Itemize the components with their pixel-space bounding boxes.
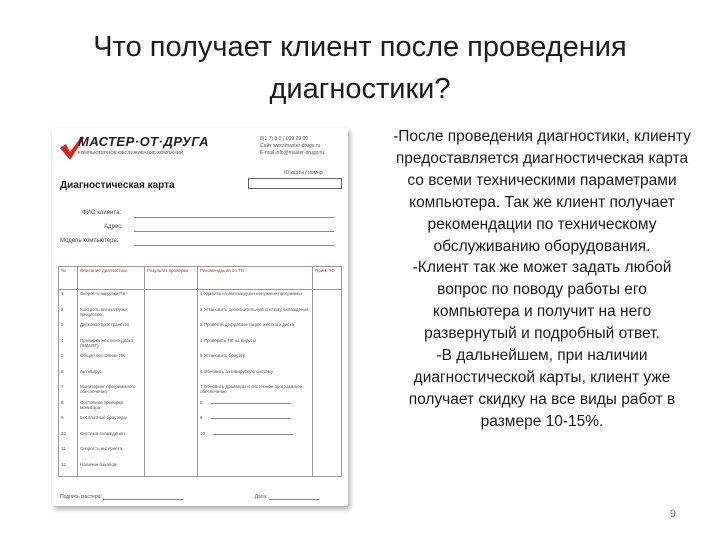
table-header-row [59, 267, 342, 290]
row-recommendation: 6 Обновить антивирусную систему [198, 368, 313, 384]
row-recommendation: 9 [198, 414, 313, 430]
row-number: 5 [59, 352, 78, 368]
row-result [145, 321, 198, 337]
table-row [59, 399, 342, 415]
table-row [59, 383, 342, 399]
field-line [134, 216, 334, 218]
row-note [313, 430, 342, 446]
table-header: Результат проверки [145, 267, 198, 290]
table-row [59, 321, 342, 337]
body-paragraph: -Клиент так же может задать любой вопрос по поводу работы его компьютера и получит на него развернутый и подробный ответ. [412, 259, 672, 343]
row-result [145, 445, 198, 461]
row-note [313, 461, 342, 477]
row-number: 11 [59, 445, 78, 461]
document-footer [60, 494, 342, 500]
row-check: Наличие бэкапов [78, 461, 145, 477]
slide-body [392, 126, 692, 433]
row-number: 4 [59, 337, 78, 353]
fill-line [213, 434, 293, 435]
row-recommendation [198, 445, 313, 461]
row-result [145, 383, 198, 399]
contact-line: Сайт www.master-drugs.ru [260, 143, 321, 149]
table-row [59, 414, 342, 430]
table-header: Описание диагностики [78, 267, 145, 290]
row-result [145, 290, 198, 306]
row-result [145, 461, 198, 477]
row-note [313, 306, 342, 322]
row-number: 12 [59, 461, 78, 477]
row-number: 10 [59, 430, 78, 446]
row-check: Скорость интернета [78, 445, 145, 461]
row-check: Мониторинг программного обеспечения [78, 383, 145, 399]
row-check: Контроль автозагрузки процессов [78, 306, 145, 322]
slide-title-line: Что получает клиент после проведения [93, 31, 627, 63]
row-note [313, 383, 342, 399]
footer-line [269, 499, 319, 500]
table-row [59, 461, 342, 477]
slide-title [0, 26, 720, 110]
table-row [59, 306, 342, 322]
contact-line: E-mail info@master-drugs.ru [260, 150, 324, 156]
row-recommendation: 2 Установить дополнительную систему охлаждения [198, 306, 313, 322]
table-header: № [59, 267, 78, 290]
id-label: ID карты / номер [284, 170, 323, 176]
row-recommendation: 8 [198, 399, 313, 415]
field-model [60, 238, 118, 244]
table-row [59, 368, 342, 384]
row-check: Скорость загрузки ПК [78, 290, 145, 306]
row-number: 2 [59, 306, 78, 322]
page-number: 9 [669, 508, 676, 520]
row-note [313, 321, 342, 337]
contact-block [260, 136, 346, 157]
row-result [145, 306, 198, 322]
table-header: Прим. ТО [313, 267, 342, 290]
table-row [59, 352, 342, 368]
diagnostic-table [58, 266, 342, 477]
row-result [145, 368, 198, 384]
row-check: Дисковое пространство [78, 321, 145, 337]
row-check: Состояние проверки монитора [78, 399, 145, 415]
row-recommendation: 4 Проверить ПК на вирусы [198, 337, 313, 353]
brand-subtitle: КОМПЬЮТЕРНОЕ ОБСЛУЖИВАНИЕ КОМПАНИЙ [78, 150, 184, 155]
field-address [104, 224, 123, 230]
row-result [145, 430, 198, 446]
row-result [145, 352, 198, 368]
card-title: Диагностическая карта [60, 180, 175, 191]
body-paragraph: -После проведения диагностики, клиенту предоставляется диагностическая карта со всеми техническими параметрами компьютера. Так же клиент получает рекомендации по техническому обслуживанию оборудования. [393, 128, 691, 255]
row-result [145, 337, 198, 353]
row-check: Антивирус [78, 368, 145, 384]
table-row [59, 430, 342, 446]
table-row [59, 445, 342, 461]
row-number: 7 [59, 383, 78, 399]
row-note [313, 399, 342, 415]
field-line [134, 230, 334, 232]
table-header: Рекомендации по ТО [198, 267, 313, 290]
footer-sign-label: Подпись мастера: [60, 494, 102, 500]
field-label: ФИО клиента: [82, 210, 122, 216]
row-check: Общее состояние ПК [78, 352, 145, 368]
field-label: Адрес: [104, 224, 123, 230]
row-result [145, 399, 198, 415]
footer-date-label: Дата: [254, 494, 268, 500]
fill-line [211, 403, 291, 404]
row-recommendation [198, 461, 313, 477]
footer-line [103, 499, 183, 500]
row-note [313, 368, 342, 384]
row-note [313, 290, 342, 306]
row-note [313, 445, 342, 461]
row-note [313, 414, 342, 430]
row-number: 6 [59, 368, 78, 384]
row-check: Система охлаждения [78, 430, 145, 446]
table-row [59, 290, 342, 306]
row-number: 9 [59, 414, 78, 430]
diagnostic-card-image [52, 128, 348, 506]
row-recommendation: 5 Установить браузер [198, 352, 313, 368]
contact-line: 8(1 7) 8 0 ) 099 29 00 [260, 136, 309, 142]
row-recommendation: 3 Провести дефрагментацию жёсткого диска [198, 321, 313, 337]
field-client-name [82, 210, 121, 216]
row-number: 3 [59, 321, 78, 337]
row-note [313, 352, 342, 368]
slide-title-line: диагностики? [269, 73, 451, 105]
table-row [59, 337, 342, 353]
id-box [248, 178, 342, 189]
field-label: Модель компьютера: [60, 238, 119, 244]
row-result [145, 414, 198, 430]
field-line [134, 244, 334, 246]
row-recommendation: 7 Обновить драйверы и системное программное обеспечение [198, 383, 313, 399]
fill-line [211, 418, 291, 419]
row-check: Проверка жёсткого диска (SMART) [78, 337, 145, 353]
row-number: 8 [59, 399, 78, 415]
row-recommendation: 1 Удалить из автозагрузки ненужные программы [198, 290, 313, 306]
row-note [313, 337, 342, 353]
row-number: 1 [59, 290, 78, 306]
body-paragraph: -В дальнейшем, при наличии диагностической карты, клиент уже получает скидку на все виды работ в размере 10-15%. [408, 347, 676, 430]
row-check: Бесплатные браузеры [78, 414, 145, 430]
brand-name: МАСТЕР·ОТ·ДРУГА [78, 134, 210, 149]
row-recommendation: 10 [198, 430, 313, 446]
